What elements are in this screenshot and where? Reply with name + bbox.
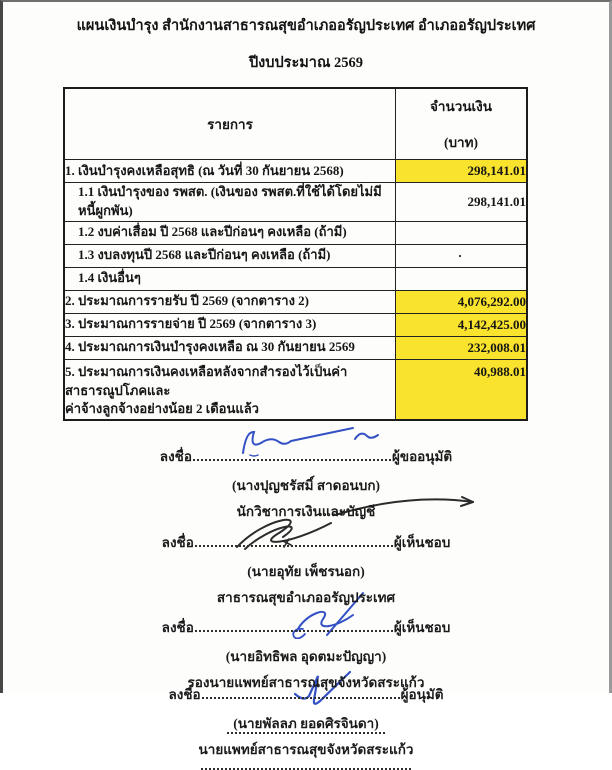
signer-name: (นายอุทัย เพ็ชรนอก) [247, 564, 365, 580]
sign-role-label: ผู้เห็นชอบ [393, 535, 451, 551]
signature-block [3, 531, 609, 608]
sign-role-label: ผู้อนุมัติ [400, 687, 444, 703]
signer-name: (นายอิทธิพล อุดตมะปัญญา) [225, 649, 387, 665]
table-row [64, 359, 527, 420]
row-amount: 4,076,292.00 [396, 290, 528, 313]
amount-header-line2: (บาท) [443, 135, 479, 150]
row-label: 1.4 เงินอื่นๆ [78, 270, 141, 286]
row-amount: 40,988.01 [396, 359, 528, 420]
signer-position: นักวิชาการเงินและบัญชี [236, 504, 376, 520]
row-label: 1.1 เงินบำรุงของ รพสต. (เงินของ รพสต.ที่ใช้ได้โดยไม่มีหนี้ผูกพัน) [78, 184, 382, 218]
budget-table-body [64, 160, 527, 421]
row-label: 5. ประมาณการเงินคงเหลือหลังจากสำรองไว้เป็นค่าสาธารณูปโภคและ [65, 363, 348, 398]
row-amount: 232,008.01 [396, 336, 528, 359]
budget-summary-table [63, 87, 528, 421]
table-row [64, 160, 527, 183]
signature-dotted-line [193, 447, 391, 461]
signature-block [3, 616, 609, 693]
sign-prefix-label: ลงชื่อ [161, 535, 194, 551]
row-amount [396, 267, 528, 290]
signature-dotted-line [195, 533, 393, 547]
row-label: 1. เงินบำรุงคงเหลือสุทธิ (ณ วันที่ 30 กันยายน 2568) [65, 162, 344, 178]
signature-dotted-line [195, 618, 393, 632]
signature-block [3, 683, 609, 770]
row-label: 1.2 งบค่าเสื่อม ปี 2568 และปีก่อนๆ คงเหลือ (ถ้ามี) [78, 224, 347, 240]
row-amount: 298,141.01 [396, 160, 528, 183]
row-amount: 4,142,425.00 [396, 313, 528, 336]
sign-role-label: ผู้เห็นชอบ [393, 620, 451, 636]
amount-column-header [396, 88, 528, 160]
fiscal-year-subtitle: ปีงบประมาณ 2569 [248, 55, 364, 71]
signer-position: สาธารณสุขอำเภออรัญประเทศ [216, 590, 396, 606]
sign-prefix-label: ลงชื่อ [168, 687, 201, 703]
table-row [64, 221, 527, 244]
sign-prefix-label: ลงชื่อ [159, 449, 192, 465]
row-amount [396, 221, 528, 244]
sign-prefix-label: ลงชื่อ [161, 620, 194, 636]
table-row [64, 244, 527, 267]
signer-position: นายแพทย์สาธารณสุขจังหวัดสระแก้ว [198, 742, 414, 758]
signer-name: (นางปุญชรัสมิ์ สาดอนบก) [231, 478, 381, 494]
row-label: 4. ประมาณการเงินบำรุงคงเหลือ ณ 30 กันยายน 2569 [65, 339, 355, 355]
row-label: 1.3 งบลงทุนปี 2568 และปีก่อนๆ คงเหลือ (ถ้ามี) [78, 247, 331, 263]
table-row [64, 313, 527, 336]
signer-position: รองนายแพทย์สาธารณสุขจังหวัดสระแก้ว [187, 675, 425, 691]
document-title: แผนเงินบำรุง สำนักงานสาธารณสุขอำเภออรัญประเทศ อำเภออรัญประเทศ [76, 18, 536, 34]
row-label: 2. ประมาณการรายรับ ปี 2569 (จากตาราง 2) [65, 293, 310, 309]
amount-header-line1: จำนวนเงิน [430, 99, 492, 114]
signature-dotted-line [202, 685, 400, 699]
row-label: 3. ประมาณการรายจ่าย ปี 2569 (จากตาราง 3) [65, 316, 317, 332]
row-amount: · [396, 244, 528, 267]
signature-section [3, 423, 609, 758]
table-row [64, 183, 527, 222]
table-header-row [64, 88, 527, 160]
trailing-dotted-line [201, 766, 411, 770]
table-row [64, 267, 527, 290]
items-column-header: รายการ [64, 88, 396, 160]
row-label-line2: ค่าจ้างลูกจ้างอย่างน้อย 2 เดือนแล้ว [65, 401, 259, 417]
table-row [64, 336, 527, 359]
sign-role-label: ผู้ขออนุมัติ [391, 449, 453, 465]
row-amount: 298,141.01 [396, 183, 528, 222]
table-row [64, 290, 527, 313]
signer-name: (นายพัลลภ ยอดศิรจินดา) [3, 712, 609, 734]
signature-block [3, 445, 609, 522]
